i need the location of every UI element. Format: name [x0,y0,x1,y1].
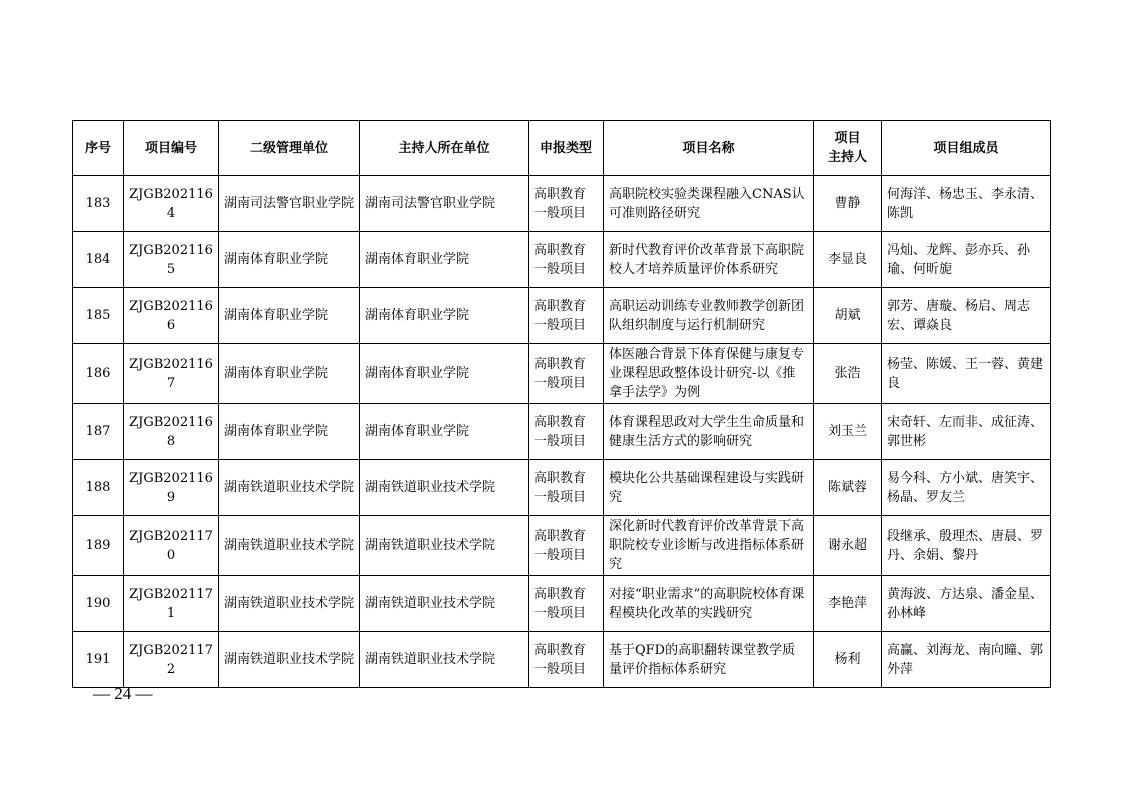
cell-unit: 湖南体育职业学院 [219,404,360,460]
cell-members: 何海洋、杨忠玉、李永清、陈凯 [882,176,1051,232]
cell-code: ZJGB2021170 [124,516,219,576]
cell-host: 曹静 [814,176,882,232]
cell-host: 张浩 [814,344,882,404]
cell-code: ZJGB2021165 [124,232,219,288]
header-unit: 二级管理单位 [219,121,360,176]
cell-unit: 湖南铁道职业技术学院 [219,576,360,632]
cell-host: 陈斌蓉 [814,460,882,516]
cell-members: 杨莹、陈媛、王一蓉、黄建良 [882,344,1051,404]
cell-type: 高职教育一般项目 [529,344,604,404]
cell-code: ZJGB2021167 [124,344,219,404]
table-row [73,176,1051,232]
cell-host-unit: 湖南体育职业学院 [360,288,529,344]
page-number: — 24 — [93,684,153,703]
cell-members: 段继承、殷理杰、唐晨、罗丹、余娟、黎丹 [882,516,1051,576]
cell-members: 冯灿、龙辉、彭亦兵、孙瑜、何昕旎 [882,232,1051,288]
cell-type: 高职教育一般项目 [529,404,604,460]
cell-code: ZJGB2021171 [124,576,219,632]
cell-unit: 湖南体育职业学院 [219,344,360,404]
cell-members: 黄海波、方达泉、潘金星、孙林峰 [882,576,1051,632]
cell-host: 刘玉兰 [814,404,882,460]
cell-host-unit: 湖南铁道职业技术学院 [360,632,529,688]
cell-host-unit: 湖南司法警官职业学院 [360,176,529,232]
header-members: 项目组成员 [882,121,1051,176]
cell-unit: 湖南司法警官职业学院 [219,176,360,232]
cell-host-unit: 湖南体育职业学院 [360,232,529,288]
table-row [73,404,1051,460]
cell-members: 宋奇轩、左而非、成征涛、郭世彬 [882,404,1051,460]
cell-name: 模块化公共基础课程建设与实践研究 [604,460,814,516]
cell-type: 高职教育一般项目 [529,516,604,576]
cell-host: 杨利 [814,632,882,688]
table-row [73,344,1051,404]
cell-type: 高职教育一般项目 [529,632,604,688]
header-name: 项目名称 [604,121,814,176]
cell-seq: 189 [73,516,124,576]
header-host: 项目 主持人 [814,121,882,176]
cell-type: 高职教育一般项目 [529,232,604,288]
table-row [73,460,1051,516]
cell-name: 体育课程思政对大学生生命质量和健康生活方式的影响研究 [604,404,814,460]
cell-host: 李显良 [814,232,882,288]
cell-host: 李艳萍 [814,576,882,632]
cell-name: 高职院校实验类课程融入CNAS认可准则路径研究 [604,176,814,232]
header-host-unit: 主持人所在单位 [360,121,529,176]
table-row [73,516,1051,576]
cell-seq: 186 [73,344,124,404]
cell-members: 郭芳、唐璇、杨启、周志宏、谭焱良 [882,288,1051,344]
header-row [73,121,1051,176]
cell-type: 高职教育一般项目 [529,460,604,516]
cell-name: 新时代教育评价改革背景下高职院校人才培养质量评价体系研究 [604,232,814,288]
cell-name: 体医融合背景下体育保健与康复专业课程思政整体设计研究-以《推拿手法学》为例 [604,344,814,404]
cell-host: 胡斌 [814,288,882,344]
header-seq: 序号 [73,121,124,176]
cell-type: 高职教育一般项目 [529,176,604,232]
cell-code: ZJGB2021169 [124,460,219,516]
cell-name: 基于QFD的高职翻转课堂教学质量评价指标体系研究 [604,632,814,688]
cell-code: ZJGB2021172 [124,632,219,688]
cell-host-unit: 湖南体育职业学院 [360,344,529,404]
cell-type: 高职教育一般项目 [529,576,604,632]
cell-seq: 185 [73,288,124,344]
cell-seq: 187 [73,404,124,460]
cell-unit: 湖南铁道职业技术学院 [219,460,360,516]
cell-host: 谢永超 [814,516,882,576]
cell-unit: 湖南铁道职业技术学院 [219,632,360,688]
cell-seq: 188 [73,460,124,516]
cell-code: ZJGB2021166 [124,288,219,344]
cell-name: 对接“职业需求”的高职院校体育课程模块化改革的实践研究 [604,576,814,632]
table-row [73,576,1051,632]
cell-seq: 190 [73,576,124,632]
cell-name: 高职运动训练专业教师教学创新团队组织制度与运行机制研究 [604,288,814,344]
cell-seq: 184 [73,232,124,288]
cell-members: 高赢、刘海龙、南向曈、郭外萍 [882,632,1051,688]
cell-type: 高职教育一般项目 [529,288,604,344]
table-row [73,632,1051,688]
cell-code: ZJGB2021168 [124,404,219,460]
header-type: 申报类型 [529,121,604,176]
cell-unit: 湖南体育职业学院 [219,232,360,288]
cell-host-unit: 湖南体育职业学院 [360,404,529,460]
cell-host-unit: 湖南铁道职业技术学院 [360,460,529,516]
cell-name: 深化新时代教育评价改革背景下高职院校专业诊断与改进指标体系研究 [604,516,814,576]
cell-code: ZJGB2021164 [124,176,219,232]
cell-members: 易今科、方小斌、唐笑宇、杨晶、罗友兰 [882,460,1051,516]
cell-unit: 湖南铁道职业技术学院 [219,516,360,576]
table-row [73,288,1051,344]
cell-host-unit: 湖南铁道职业技术学院 [360,516,529,576]
header-code: 项目编号 [124,121,219,176]
cell-unit: 湖南体育职业学院 [219,288,360,344]
table-row [73,232,1051,288]
cell-seq: 191 [73,632,124,688]
cell-seq: 183 [73,176,124,232]
project-table [72,120,1051,688]
cell-host-unit: 湖南铁道职业技术学院 [360,576,529,632]
